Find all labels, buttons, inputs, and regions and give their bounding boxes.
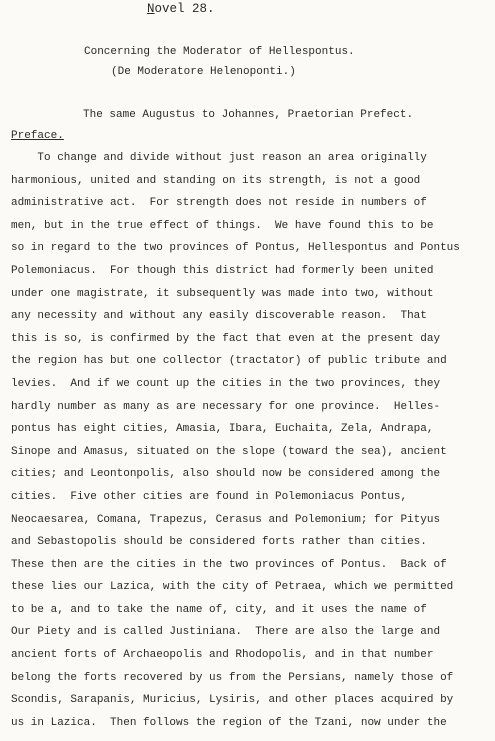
body-line: any necessity and without any easily discoverable reason. That <box>11 310 427 323</box>
title-latin: (De Moderatore Helenoponti.) <box>111 66 296 78</box>
body-line: the region has but one collector (tractator) of public tribute and <box>11 355 447 368</box>
body-line: men, but in the true effect of things. We have found this to be <box>11 219 434 232</box>
title-english: Concerning the Moderator of Hellespontus. <box>84 46 355 58</box>
body-line: cities; and Leontonpolis, also should now be considered among the <box>11 468 441 481</box>
body-line: cities. Five other cities are found in Polemoniacus Pontus, <box>11 490 408 503</box>
body-line: Neocaesarea, Comana, Trapezus, Cerasus and Polemonium; for Pityus <box>11 513 441 526</box>
novel-heading-rest: ovel 28. <box>154 2 215 16</box>
body-line: to be a, and to take the name of, city, and it uses the name of <box>11 603 427 616</box>
body-line: To change and divide without just reason an area originally <box>11 152 427 164</box>
greeting-line: The same Augustus to Johannes, Praetorian Prefect. <box>83 109 414 121</box>
novel-heading-initial: N <box>147 2 155 16</box>
body-line: ancient forts of Archaeopolis and Rhodopolis, and in that number <box>11 649 434 662</box>
body-line: Polemoniacus. For though this district had formerly been united <box>11 264 434 277</box>
body-line: belong the forts recovered by us from the Persians, namely those of <box>11 671 454 684</box>
body-line: so in regard to the two provinces of Pontus, Hellespontus and Pontus <box>11 242 460 255</box>
body-line: us in Lazica. Then follows the region of the Tzani, now under the <box>11 716 447 729</box>
body-line: pontus has eight cities, Amasia, Ibara, Euchaita, Zela, Andrapa, <box>11 423 434 436</box>
body-line: under one magistrate, it subsequently was made into two, without <box>11 287 434 300</box>
preface-heading: Preface. <box>11 130 64 142</box>
body-line: Our Piety and is called Justiniana. There are also the large and <box>11 626 441 639</box>
body-line: These then are the cities in the two provinces of Pontus. Back of <box>11 558 447 571</box>
body-line: and Sebastopolis should be considered forts rather than cities. <box>11 536 427 549</box>
body-line: hardly number as many as are necessary for one province. Helles- <box>11 400 441 413</box>
novel-heading <box>147 3 215 16</box>
body-text <box>11 152 487 739</box>
body-line: harmonious, united and standing on its strength, is not a good <box>11 174 421 187</box>
body-line: this is so, is confirmed by the fact that even at the present day <box>11 332 441 345</box>
body-line: levies. And if we count up the cities in the two provinces, they <box>11 377 441 390</box>
body-line: Scondis, Sarapanis, Muricius, Lysiris, and other places acquired by <box>11 694 454 707</box>
body-line: administrative act. For strength does not reside in numbers of <box>11 197 427 210</box>
body-line: Sinope and Amasus, situated on the slope (toward the sea), ancient <box>11 445 447 458</box>
body-line: these lies our Lazica, with the city of Petraea, which we permitted <box>11 581 454 594</box>
